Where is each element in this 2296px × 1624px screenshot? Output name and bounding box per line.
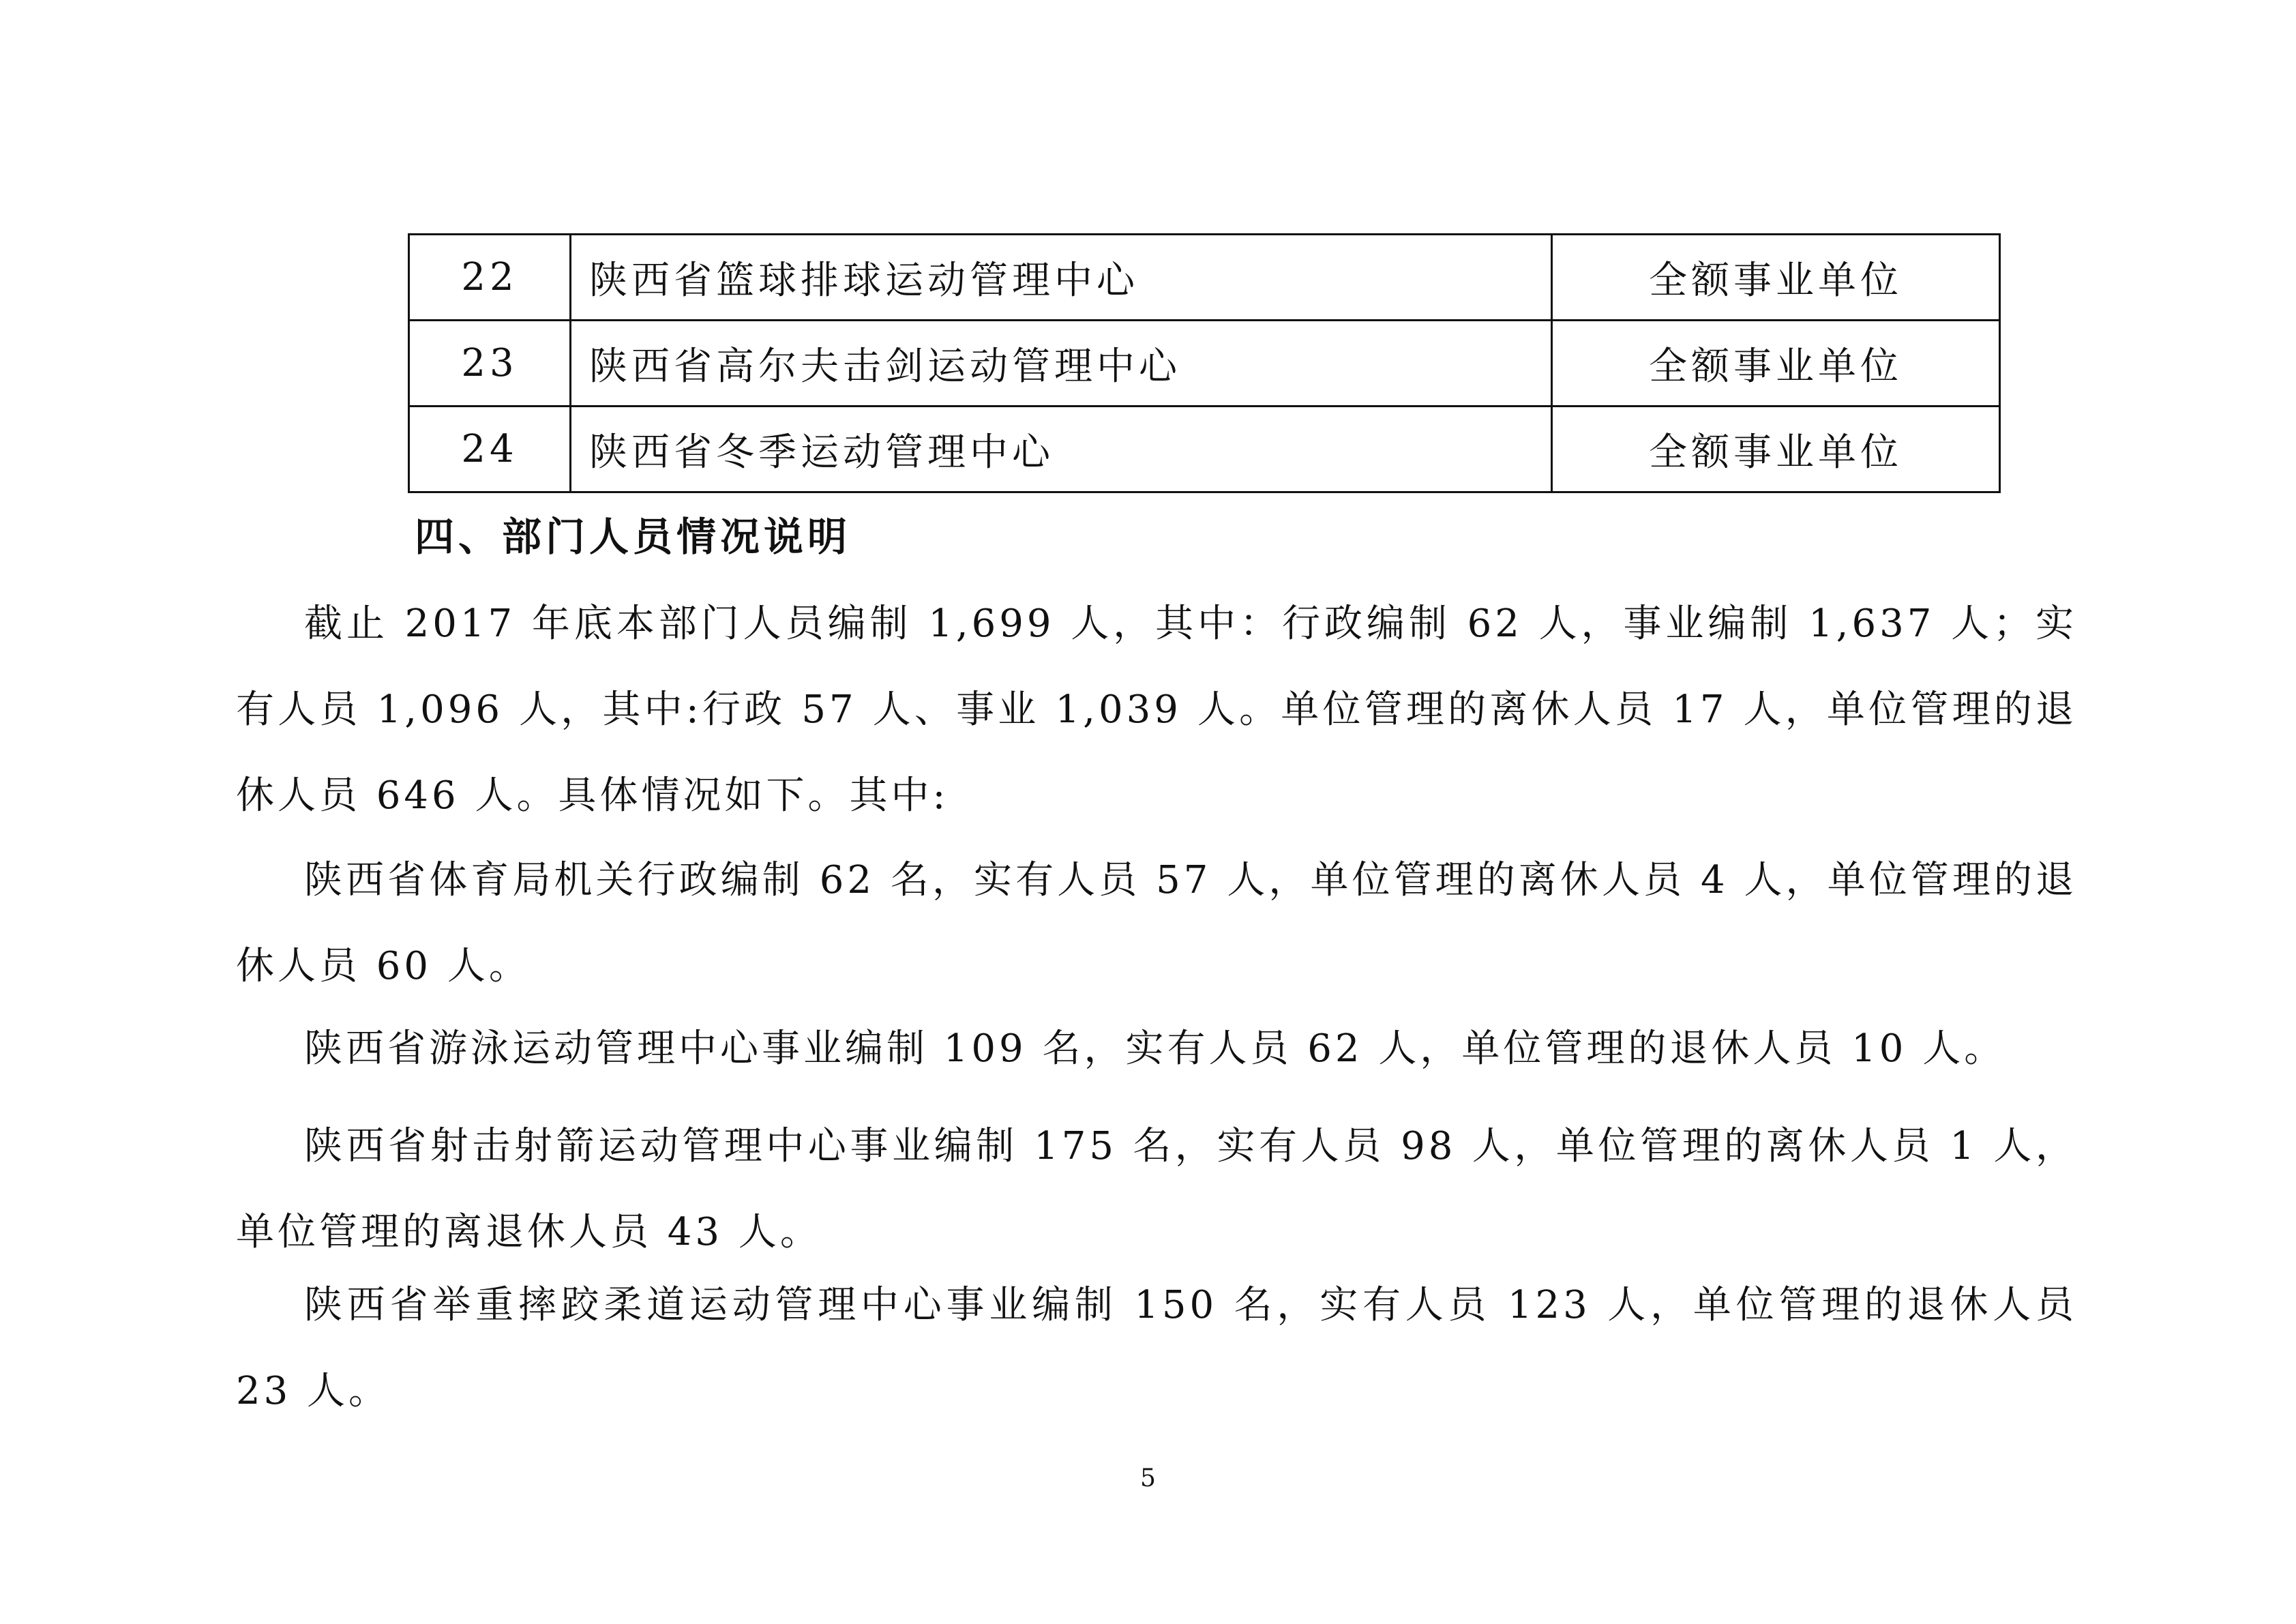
unit-type: 全额事业单位 — [1552, 321, 2000, 407]
table-row — [409, 235, 2000, 321]
weightlifting-center-paragraph: 陕西省举重摔跤柔道运动管理中心事业编制 150 名，实有人员 123 人，单位管理的退休人员 23 人。 — [236, 1283, 2077, 1413]
shooting-center-paragraph: 陕西省射击射箭运动管理中心事业编制 175 名，实有人员 98 人，单位管理的离休人员 1 人，单位管理的离退休人员 43 人。 — [236, 1124, 2078, 1254]
row-number: 23 — [409, 321, 571, 407]
section-heading: 四、部门人员情况说明 — [415, 514, 852, 560]
unit-name: 陕西省冬季运动管理中心 — [571, 407, 1552, 492]
table-row — [409, 321, 2000, 407]
unit-type: 全额事业单位 — [1552, 235, 2000, 321]
unit-name: 陕西省高尔夫击剑运动管理中心 — [571, 321, 1552, 407]
swimming-center-paragraph: 陕西省游泳运动管理中心事业编制 109 名，实有人员 62 人，单位管理的退休人员 10 人。 — [304, 1027, 2006, 1071]
table-row — [409, 407, 2000, 492]
page-number: 5 — [1140, 1464, 1156, 1492]
summary-paragraph: 截止 2017 年底本部门人员编制 1,699 人，其中：行政编制 62 人，事业编制 1,637 人；实有人员 1,096 人，其中:行政 57 人、事业 1,039 人。单位管理的离休人员 17 人，单位管理的退休人员 646 人。具体情况如下。其中: — [236, 602, 2078, 818]
row-number: 24 — [409, 407, 571, 492]
unit-name: 陕西省篮球排球运动管理中心 — [571, 235, 1552, 321]
unit-table — [408, 233, 2001, 493]
bureau-staff-paragraph: 陕西省体育局机关行政编制 62 名，实有人员 57 人，单位管理的离休人员 4 人，单位管理的退休人员 60 人。 — [236, 858, 2077, 988]
row-number: 22 — [409, 235, 571, 321]
unit-type: 全额事业单位 — [1552, 407, 2000, 492]
